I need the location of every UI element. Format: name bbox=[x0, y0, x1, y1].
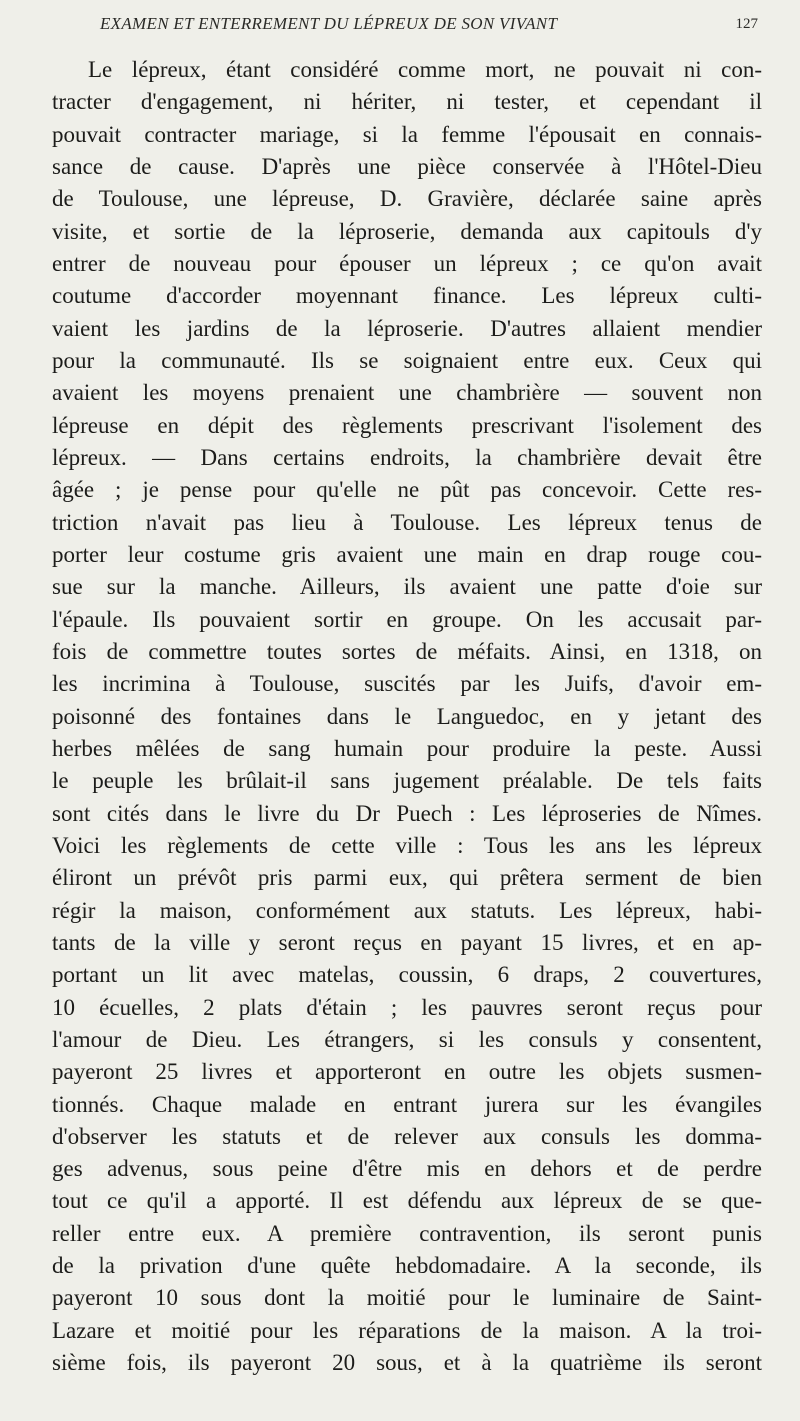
text-line: 10 écuelles, 2 plats d'étain ; les pauvres seront reçus pour bbox=[52, 994, 762, 1020]
text-line: triction n'avait pas lieu à Toulouse. Les lépreux tenus de bbox=[52, 509, 762, 535]
text-line: visite, et sortie de la léproserie, demanda aux capitouls d'y bbox=[52, 218, 762, 244]
page-number: 127 bbox=[735, 16, 758, 32]
text-line: tants de la ville y seront reçus en payant 15 livres, et en ap- bbox=[52, 929, 762, 955]
text-line: payeront 25 livres et apporteront en outre les objets susmen- bbox=[52, 1059, 762, 1085]
text-line: coutume d'accorder moyennant finance. Les lépreux culti- bbox=[52, 283, 762, 309]
text-line: le peuple les brûlait-il sans jugement préalable. De tels faits bbox=[52, 768, 762, 794]
text-line: tracter d'engagement, ni hériter, ni tester, et cependant il bbox=[52, 89, 762, 115]
text-line: fois de commettre toutes sortes de méfaits. Ainsi, en 1318, on bbox=[52, 638, 762, 664]
running-head: EXAMEN ET ENTERREMENT DU LÉPREUX DE SON VIVANT bbox=[100, 14, 558, 33]
text-line: de Toulouse, une lépreuse, D. Gravière, déclarée saine après bbox=[52, 186, 762, 212]
text-line: lépreuse en dépit des règlements prescrivant l'isolement des bbox=[52, 412, 762, 438]
text-line: vaient les jardins de la léproserie. D'autres allaient mendier bbox=[52, 315, 762, 341]
body-text bbox=[52, 54, 762, 1379]
text-line: d'observer les statuts et de relever aux consuls les domma- bbox=[52, 1123, 762, 1149]
text-line: avaient les moyens prenaient une chambrière — souvent non bbox=[52, 380, 762, 406]
text-line: payeront 10 sous dont la moitié pour le luminaire de Saint- bbox=[52, 1285, 762, 1311]
text-line: Voici les règlements de cette ville : Tous les ans les lépreux bbox=[52, 832, 762, 858]
text-line: sance de cause. D'après une pièce conservée à l'Hôtel-Dieu bbox=[52, 153, 762, 179]
text-line: tout ce qu'il a apporté. Il est défendu aux lépreux de se que- bbox=[52, 1188, 762, 1214]
text-line: de la privation d'une quête hebdomadaire. A la seconde, ils bbox=[52, 1253, 762, 1279]
text-line: sue sur la manche. Ailleurs, ils avaient une patte d'oie sur bbox=[52, 574, 762, 600]
text-line: ges advenus, sous peine d'être mis en dehors et de perdre bbox=[52, 1156, 762, 1182]
text-line: lépreux. — Dans certains endroits, la chambrière devait être bbox=[52, 444, 762, 470]
text-line: pour la communauté. Ils se soignaient entre eux. Ceux qui bbox=[52, 347, 762, 373]
text-line: l'amour de Dieu. Les étrangers, si les consuls y consentent, bbox=[52, 1026, 762, 1052]
text-line: sont cités dans le livre du Dr Puech : Les léproseries de Nîmes. bbox=[52, 800, 762, 826]
text-line: porter leur costume gris avaient une main en drap rouge cou- bbox=[52, 541, 762, 567]
text-line: sième fois, ils payeront 20 sous, et à la quatrième ils seront bbox=[52, 1350, 762, 1376]
text-line: Lazare et moitié pour les réparations de la maison. A la troi- bbox=[52, 1317, 762, 1343]
text-line: l'épaule. Ils pouvaient sortir en groupe. On les accusait par- bbox=[52, 606, 762, 632]
text-line: pouvait contracter mariage, si la femme l'épousait en connais- bbox=[52, 121, 762, 147]
text-line: éliront un prévôt pris parmi eux, qui prêtera serment de bien bbox=[52, 865, 762, 891]
text-line: poisonné des fontaines dans le Languedoc, en y jetant des bbox=[52, 703, 762, 729]
text-line: tionnés. Chaque malade en entrant jurera sur les évangiles bbox=[52, 1091, 762, 1117]
text-line: entrer de nouveau pour épouser un lépreux ; ce qu'on avait bbox=[52, 250, 762, 276]
text-line: Le lépreux, étant considéré comme mort, ne pouvait ni con- bbox=[88, 57, 762, 82]
text-line: régir la maison, conformément aux statuts. Les lépreux, habi- bbox=[52, 897, 762, 923]
text-line: portant un lit avec matelas, coussin, 6 draps, 2 couvertures, bbox=[52, 962, 762, 988]
text-line: herbes mêlées de sang humain pour produire la peste. Aussi bbox=[52, 735, 762, 761]
text-line: âgée ; je pense pour qu'elle ne pût pas concevoir. Cette res- bbox=[52, 477, 762, 503]
text-line: les incrimina à Toulouse, suscités par les Juifs, d'avoir em- bbox=[52, 671, 762, 697]
text-line: reller entre eux. A première contravention, ils seront punis bbox=[52, 1220, 762, 1246]
